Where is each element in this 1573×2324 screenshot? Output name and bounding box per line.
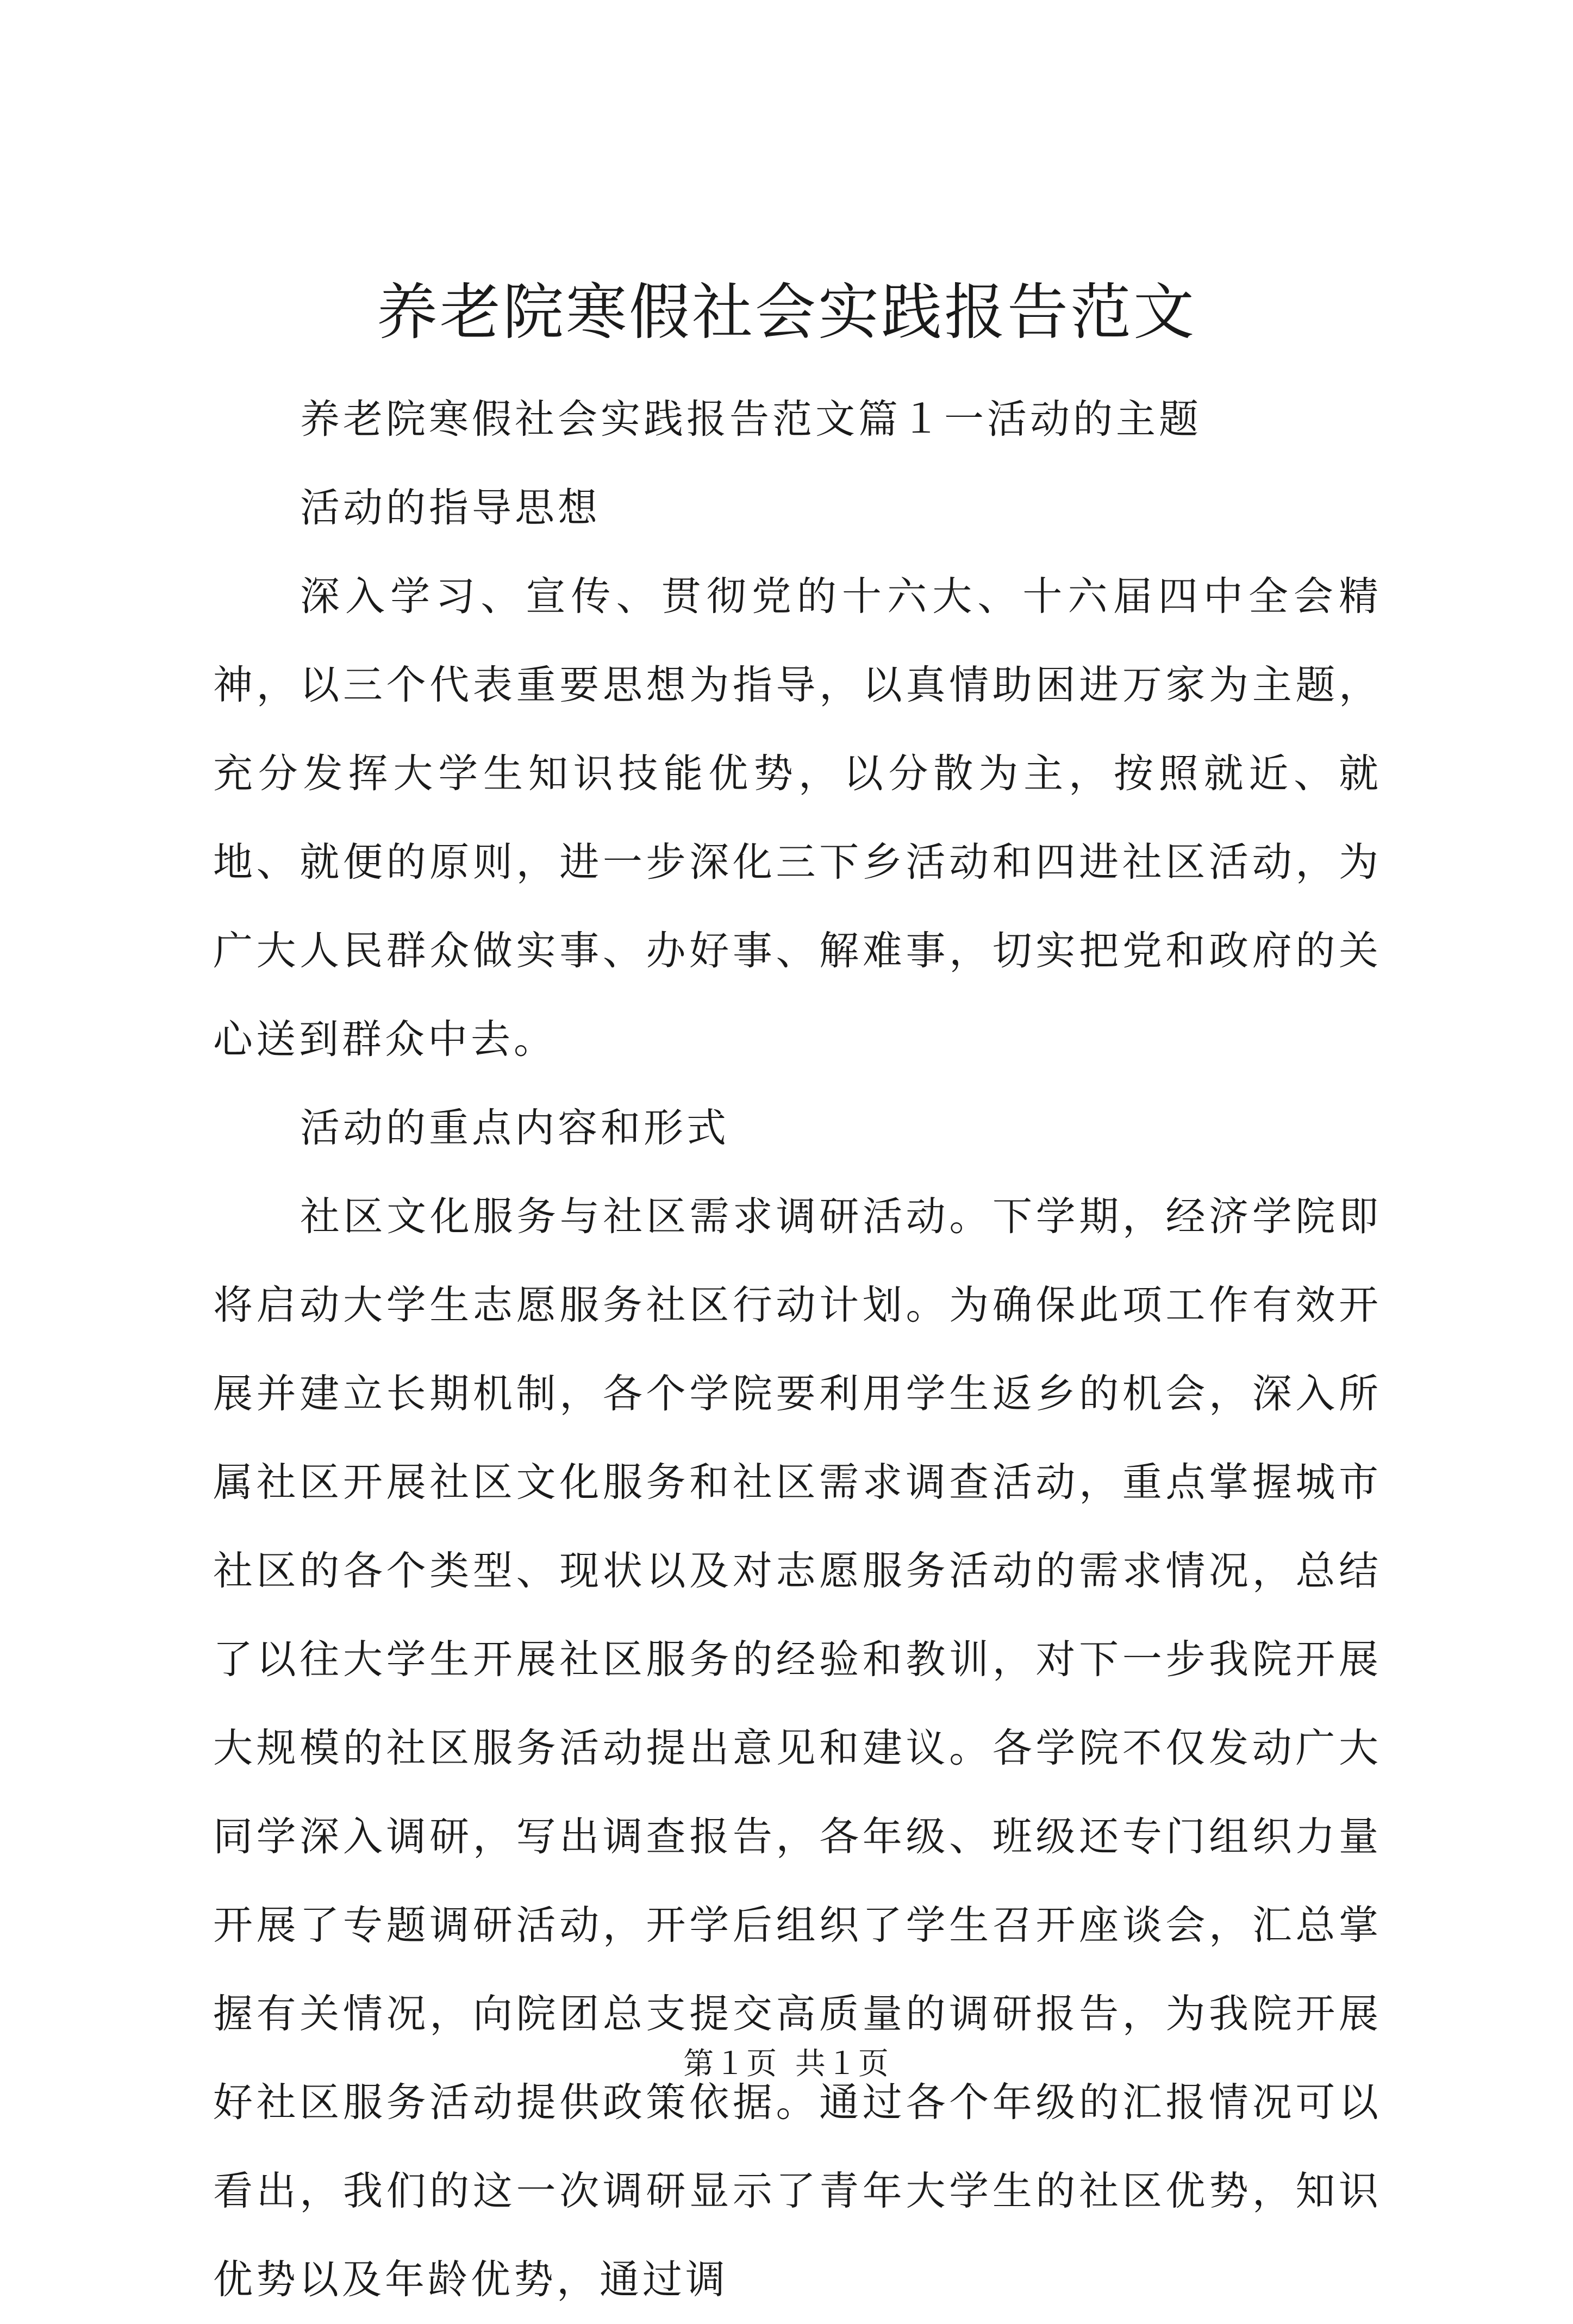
page-footer: [0, 2042, 1573, 2086]
paragraph-heading-1: 养老院寒假社会实践报告范文篇１一活动的主题: [300, 396, 1202, 442]
page-total: 共１页: [795, 2046, 890, 2082]
document-title: 养老院寒假社会实践报告范文: [377, 277, 1196, 348]
page-number: 第１页: [683, 2046, 778, 2082]
paragraph-community-service: 社区文化服务与社区需求调研活动。下学期，经济学院即将启动大学生志愿服务社区行动计划。为确保此项工作有效开展并建立长期机制，各个学院要利用学生返乡的机会，深入所属社区开展社区文化服务和社区需求调查活动，重点掌握城市社区的各个类型、现状以及对志愿服务活动的需求情况，总结了以往大学生开展社区服务的经验和教训，对下一步我院开展大规模的社区服务活动提出意见和建议。各学院不仅发动广大同学深入调研，写出调查报告，各年级、班级还专门组织力量开展了专题调研活动，开学后组织了学生召开座谈会，汇总掌握有关情况，向院团总支提交高质量的调研报告，为我院开展好社区服务活动提供政策依据。通过各个年级的汇报情况可以看出，我们的这一次调研显示了青年大学生的社区优势，知识优势以及年龄优势，通过调: [213, 1194, 1382, 2303]
paragraph-guiding-thought: 深入学习、宣传、贯彻党的十六大、十六届四中全会精神，以三个代表重要思想为指导，以真情助困进万家为主题，充分发挥大学生知识技能优势，以分散为主，按照就近、就地、就便的原则，进一步深化三下乡活动和四进社区活动，为广大人民群众做实事、办好事、解难事，切实把党和政府的关心送到群众中去。: [213, 573, 1382, 1063]
paragraph-heading-3: 活动的重点内容和形式: [300, 1105, 729, 1151]
document-body: [213, 375, 1382, 2324]
paragraph-heading-2: 活动的指导思想: [300, 485, 601, 531]
